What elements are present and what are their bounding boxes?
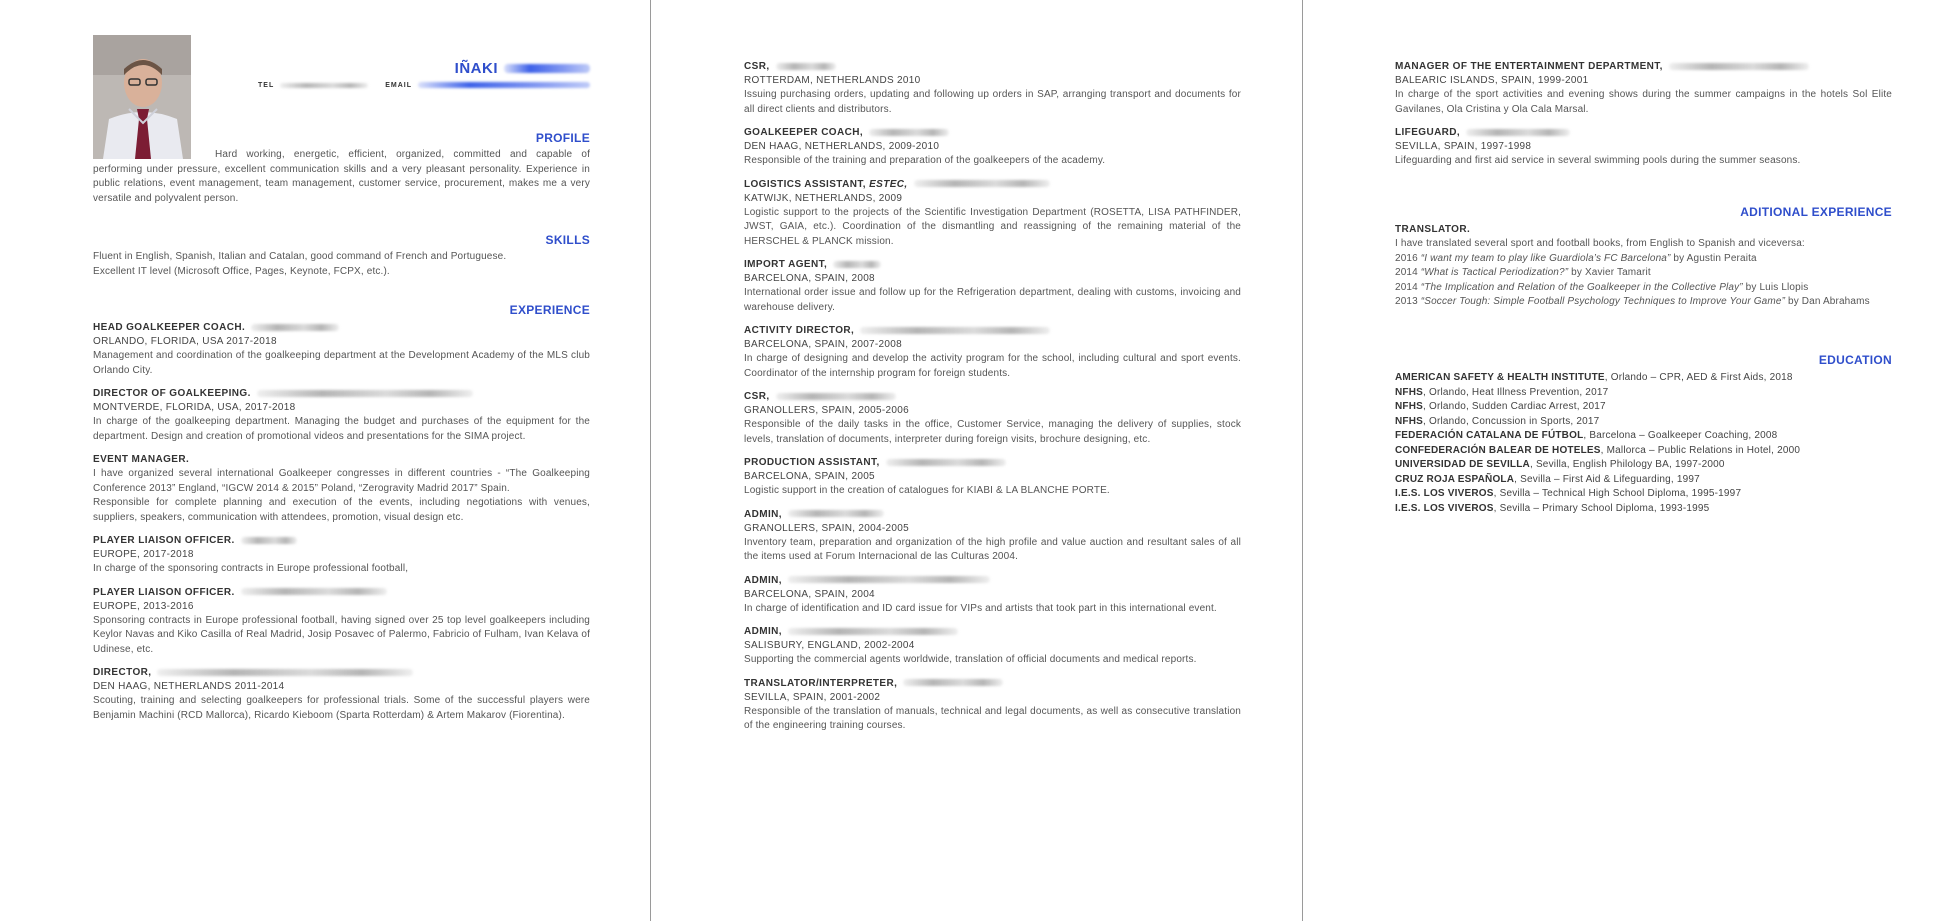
book-item [1395, 295, 1892, 310]
redacted-employer [776, 63, 836, 70]
job-entry [744, 574, 1241, 617]
book-author: by Agustin Peraita [1673, 252, 1757, 264]
skills-line-2: Excellent IT level (Microsoft Office, Pages, Keynote, FCPX, etc.). [93, 265, 390, 277]
education-item [1395, 415, 1892, 430]
job-description: Management and coordination of the goalkeeping department at the Development Academy of the MLS club Orlando City. [93, 350, 590, 376]
job-title: EVENT MANAGER. [93, 454, 190, 465]
email-label: EMAIL [385, 82, 412, 89]
job-location: BARCELONA, SPAIN, 2008 [744, 273, 875, 284]
education-institution: AMERICAN SAFETY & HEALTH INSTITUTE [1395, 372, 1605, 383]
job-location: MONTVERDE, FLORIDA, USA, 2017-2018 [93, 402, 296, 413]
education-item [1395, 502, 1892, 517]
job-entry [744, 390, 1241, 447]
education-section [1395, 353, 1892, 516]
redacted-employer [886, 459, 1006, 466]
redacted-employer [251, 324, 339, 331]
job-entry [744, 178, 1241, 250]
job-description: Sponsoring contracts in Europe professional football, having signed over 25 top level goalkeepers including Keylor Navas and Kiko Casilla of Real Madrid, Josip Posavec of Palermo, Fabricio of Fulham, Ivan Kelava of Udinese, etc. [93, 614, 590, 655]
profile-text: Hard working, energetic, efficient, organized, committed and capable of performing under pressure, excellent communication skills and a very pleasant personality. Experience in public relations, event management, team management, customer service, procurement, makes me a very versatile and polyvalent person. [93, 149, 590, 204]
profile-section [93, 131, 590, 206]
skills-line-1: Fluent in English, Spanish, Italian and Catalan, good command of French and Portuguese. [93, 251, 507, 262]
job-entry [93, 321, 590, 378]
redacted-employer [788, 510, 884, 517]
page-divider-1 [650, 0, 651, 921]
book-title: “What is Tactical Periodization?” [1420, 267, 1569, 278]
job-description: In charge of the sport activities and evening shows during the summer campaigns in the hotels Sol Elite Gavilanes, Ola Cristina y Ola Cala Marsal. [1395, 89, 1892, 115]
education-detail: , Sevilla, English Philology BA, 1997-2000 [1529, 459, 1725, 470]
education-detail: , Sevilla – Primary School Diploma, 1993-1995 [1493, 502, 1710, 514]
education-institution: NFHS [1395, 415, 1424, 427]
book-year: 2016 [1395, 252, 1418, 264]
education-institution: UNIVERSIDAD DE SEVILLA [1395, 459, 1530, 470]
skills-heading: SKILLS [545, 233, 590, 247]
job-title: MANAGER OF THE ENTERTAINMENT DEPARTMENT, [1395, 61, 1663, 72]
job-title: ADMIN, [744, 574, 782, 586]
translator-intro: I have translated several sport and football books, from English to Spanish and viceversa: [1395, 238, 1805, 249]
redacted-employer [914, 180, 1050, 187]
job-title-org: ESTEC, [869, 178, 908, 190]
education-item [1395, 400, 1892, 415]
education-item [1395, 444, 1892, 459]
job-entry [744, 324, 1241, 381]
job-location: ORLANDO, FLORIDA, USA 2017-2018 [93, 336, 277, 347]
job-description: I have organized several international Goalkeeper congresses in different countries - “The Goalkeeping Conference 2013” England, “IGCW 2014 & 2015” Poland, “Zerogravity Madrid 2017” Spain. [93, 468, 590, 494]
job-location: BALEARIC ISLANDS, SPAIN, 1999-2001 [1395, 75, 1589, 86]
book-item [1395, 281, 1892, 296]
experience-heading: EXPERIENCE [509, 303, 590, 317]
job-location: SALISBURY, ENGLAND, 2002-2004 [744, 640, 915, 651]
job-title: ADMIN, [744, 508, 782, 520]
header-name [300, 60, 590, 78]
education-institution: CRUZ ROJA ESPAÑOLA [1395, 473, 1515, 485]
job-description: Scouting, training and selecting goalkeepers for professional trials. Some of the successful players were Benjamin Machini (RCD Mallorca), Ricardo Kieboom (Sparta Rotterdam) & Artem Makarov (Fiorentina). [93, 695, 590, 721]
job-title: TRANSLATOR/INTERPRETER, [744, 677, 898, 689]
job-entry [93, 453, 590, 525]
skills-section [93, 233, 590, 279]
education-item [1395, 458, 1892, 473]
job-description: In charge of designing and develop the activity program for the school, including cultural and sport events. Coordinator of the internship program for foreign students. [744, 353, 1241, 379]
job-title: LOGISTICS ASSISTANT, [744, 178, 866, 190]
book-year: 2014 [1395, 281, 1418, 293]
job-description: Responsible of the daily tasks in the office, Customer Service, managing the delivery of supplies, stock levels, translation of documents, interpreter during foreign visits, brochure designing, etc. [744, 419, 1241, 445]
job-location: GRANOLLERS, SPAIN, 2004-2005 [744, 522, 909, 534]
education-detail: , Orlando, Sudden Cardiac Arrest, 2017 [1423, 401, 1606, 412]
redacted-employer [869, 129, 949, 136]
book-title: “Soccer Tough: Simple Football Psychology Techniques to Improve Your Game” [1420, 296, 1786, 307]
education-institution: I.E.S. LOS VIVEROS [1395, 502, 1494, 514]
book-author: by Luis Llopis [1745, 281, 1809, 293]
education-institution: NFHS [1395, 401, 1424, 412]
job-description: Inventory team, preparation and organization of the high profile and value auction and resultant sales of all the items used at Forum Internacional de las Culturas 2004. [744, 536, 1241, 562]
job-entry [744, 508, 1241, 565]
job-location: SEVILLA, SPAIN, 1997-1998 [1395, 141, 1532, 152]
job-location: BARCELONA, SPAIN, 2005 [744, 471, 875, 482]
education-institution: I.E.S. LOS VIVEROS [1395, 488, 1494, 499]
job-title: DIRECTOR OF GOALKEEPING. [93, 388, 251, 399]
job-entry [1395, 60, 1892, 117]
header-contacts [240, 82, 590, 89]
job-description: Supporting the commercial agents worldwide, translation of official documents and medical reports. [744, 654, 1197, 665]
candidate-name: IÑAKI [454, 60, 498, 77]
education-item [1395, 386, 1892, 401]
book-author: by Xavier Tamarit [1571, 267, 1651, 278]
tel-label: TEL [258, 82, 275, 89]
job-location: BARCELONA, SPAIN, 2004 [744, 588, 875, 600]
job-description-2: Responsible for complete planning and execution of the events, including negotiations with venues, suppliers, speakers, communication with attendees, promotion, visual design etc. [93, 497, 590, 523]
job-location: EUROPE, 2013-2016 [93, 600, 194, 612]
job-title: ADMIN, [744, 626, 782, 637]
job-location: KATWIJK, NETHERLANDS, 2009 [744, 192, 903, 204]
job-description: In charge of identification and ID card issue for VIPs and artists that took part in this international event. [744, 602, 1217, 614]
book-author: by Dan Abrahams [1787, 296, 1870, 307]
job-location: SEVILLA, SPAIN, 2001-2002 [744, 691, 881, 703]
education-detail: , Sevilla – First Aid & Lifeguarding, 1997 [1514, 473, 1700, 485]
redacted-employer [257, 390, 473, 397]
education-detail: , Mallorca – Public Relations in Hotel, 2000 [1600, 444, 1801, 456]
experience-section-end [1395, 60, 1892, 178]
education-institution: NFHS [1395, 386, 1424, 398]
book-title: “I want my team to play like Guardiola’s FC Barcelona” [1420, 252, 1671, 264]
redacted-employer [241, 588, 387, 595]
job-title: PRODUCTION ASSISTANT, [744, 457, 880, 468]
job-location: DEN HAAG, NETHERLANDS 2011-2014 [93, 681, 285, 692]
redacted-email [418, 82, 590, 88]
job-description: Logistic support in the creation of catalogues for KIABI & LA BLANCHE PORTE. [744, 485, 1110, 496]
profile-heading: PROFILE [535, 131, 590, 145]
book-item [1395, 266, 1892, 281]
education-detail: , Orlando, Heat Illness Prevention, 2017 [1423, 386, 1609, 398]
redacted-phone [280, 83, 368, 88]
job-title: GOALKEEPER COACH, [744, 127, 864, 138]
education-item [1395, 473, 1892, 488]
redacted-employer [860, 327, 1050, 334]
job-title: CSR, [744, 391, 770, 402]
additional-heading: ADITIONAL EXPERIENCE [1740, 205, 1892, 219]
job-entry [93, 534, 590, 577]
additional-section [1395, 205, 1892, 310]
job-title: LIFEGUARD, [1395, 127, 1461, 138]
redacted-employer [241, 537, 297, 544]
education-institution: CONFEDERACIÓN BALEAR DE HOTELES [1395, 444, 1601, 456]
job-description: Lifeguarding and first aid service in several swimming pools during the summer seasons. [1395, 155, 1801, 166]
experience-section-continued [744, 60, 1241, 743]
book-year: 2014 [1395, 267, 1418, 278]
job-description: International order issue and follow up for the Refrigeration department, dealing with customs, invoicing and warehouse delivery. [744, 287, 1241, 313]
job-entry [93, 586, 590, 658]
job-entry [744, 456, 1241, 499]
job-entry [744, 677, 1241, 734]
redacted-employer [788, 576, 990, 583]
job-title: HEAD GOALKEEPER COACH. [93, 322, 246, 333]
redacted-employer [1466, 129, 1570, 136]
job-title: CSR, [744, 61, 770, 72]
redacted-employer [157, 669, 413, 676]
job-entry [1395, 126, 1892, 169]
redacted-employer [776, 393, 896, 400]
job-entry [744, 126, 1241, 169]
job-description: Issuing purchasing orders, updating and following up orders in SAP, arranging transport and documents for all direct clients and distributors. [744, 89, 1241, 115]
education-detail: , Sevilla – Technical High School Diploma, 1995-1997 [1493, 488, 1742, 499]
redacted-employer [903, 679, 1003, 686]
job-title: DIRECTOR, [93, 667, 152, 678]
job-title: IMPORT AGENT, [744, 259, 828, 270]
job-description: Logistic support to the projects of the Scientific Investigation Department (ROSETTA, LISA PATHFINDER, JWST, GAIA, etc.). Coordination of the dismantling and reassigning of the remaining material of the HERSCHEL & PLANCK mission. [744, 206, 1241, 247]
job-entry [744, 258, 1241, 315]
redacted-surname [504, 64, 590, 73]
job-location: GRANOLLERS, SPAIN, 2005-2006 [744, 405, 909, 416]
job-description: Responsible of the training and preparation of the goalkeepers of the academy. [744, 155, 1106, 166]
job-location: EUROPE, 2017-2018 [93, 549, 194, 560]
job-title: ACTIVITY DIRECTOR, [744, 325, 855, 336]
translator-title: TRANSLATOR. [1395, 224, 1471, 235]
job-title: PLAYER LIAISON OFFICER. [93, 586, 235, 598]
redacted-employer [788, 628, 958, 635]
job-location: DEN HAAG, NETHERLANDS, 2009-2010 [744, 141, 940, 152]
redacted-employer [833, 261, 881, 268]
education-heading: EDUCATION [1818, 353, 1892, 367]
redacted-employer [1669, 63, 1809, 70]
job-description: Responsible of the translation of manuals, technical and legal documents, as well as consecutive translation of the engineering training courses. [744, 705, 1241, 731]
education-item [1395, 371, 1892, 386]
job-entry [744, 625, 1241, 668]
book-title: “The Implication and Relation of the Goalkeeper in the Collective Play” [1420, 281, 1743, 293]
education-detail: , Orlando, Concussion in Sports, 2017 [1423, 415, 1600, 427]
experience-section [93, 303, 590, 732]
book-item [1395, 252, 1892, 267]
education-item [1395, 487, 1892, 502]
job-location: ROTTERDAM, NETHERLANDS 2010 [744, 75, 921, 86]
education-detail: , Orlando – CPR, AED & First Aids, 2018 [1604, 372, 1793, 383]
book-year: 2013 [1395, 296, 1418, 307]
education-institution: FEDERACIÓN CATALANA DE FÚTBOL [1395, 430, 1584, 441]
education-detail: , Barcelona – Goalkeeper Coaching, 2008 [1583, 430, 1778, 441]
page-divider-2 [1302, 0, 1303, 921]
job-entry [93, 666, 590, 723]
job-title: PLAYER LIAISON OFFICER. [93, 535, 235, 546]
education-item [1395, 429, 1892, 444]
job-location: BARCELONA, SPAIN, 2007-2008 [744, 339, 902, 350]
job-entry [93, 387, 590, 444]
job-description: In charge of the goalkeeping department. Managing the budget and purchases of the equipment for the department. Design and creation of promotional videos and presentations for the SIMA project. [93, 416, 590, 442]
job-entry [744, 60, 1241, 117]
job-description: In charge of the sponsoring contracts in Europe professional football, [93, 563, 409, 574]
